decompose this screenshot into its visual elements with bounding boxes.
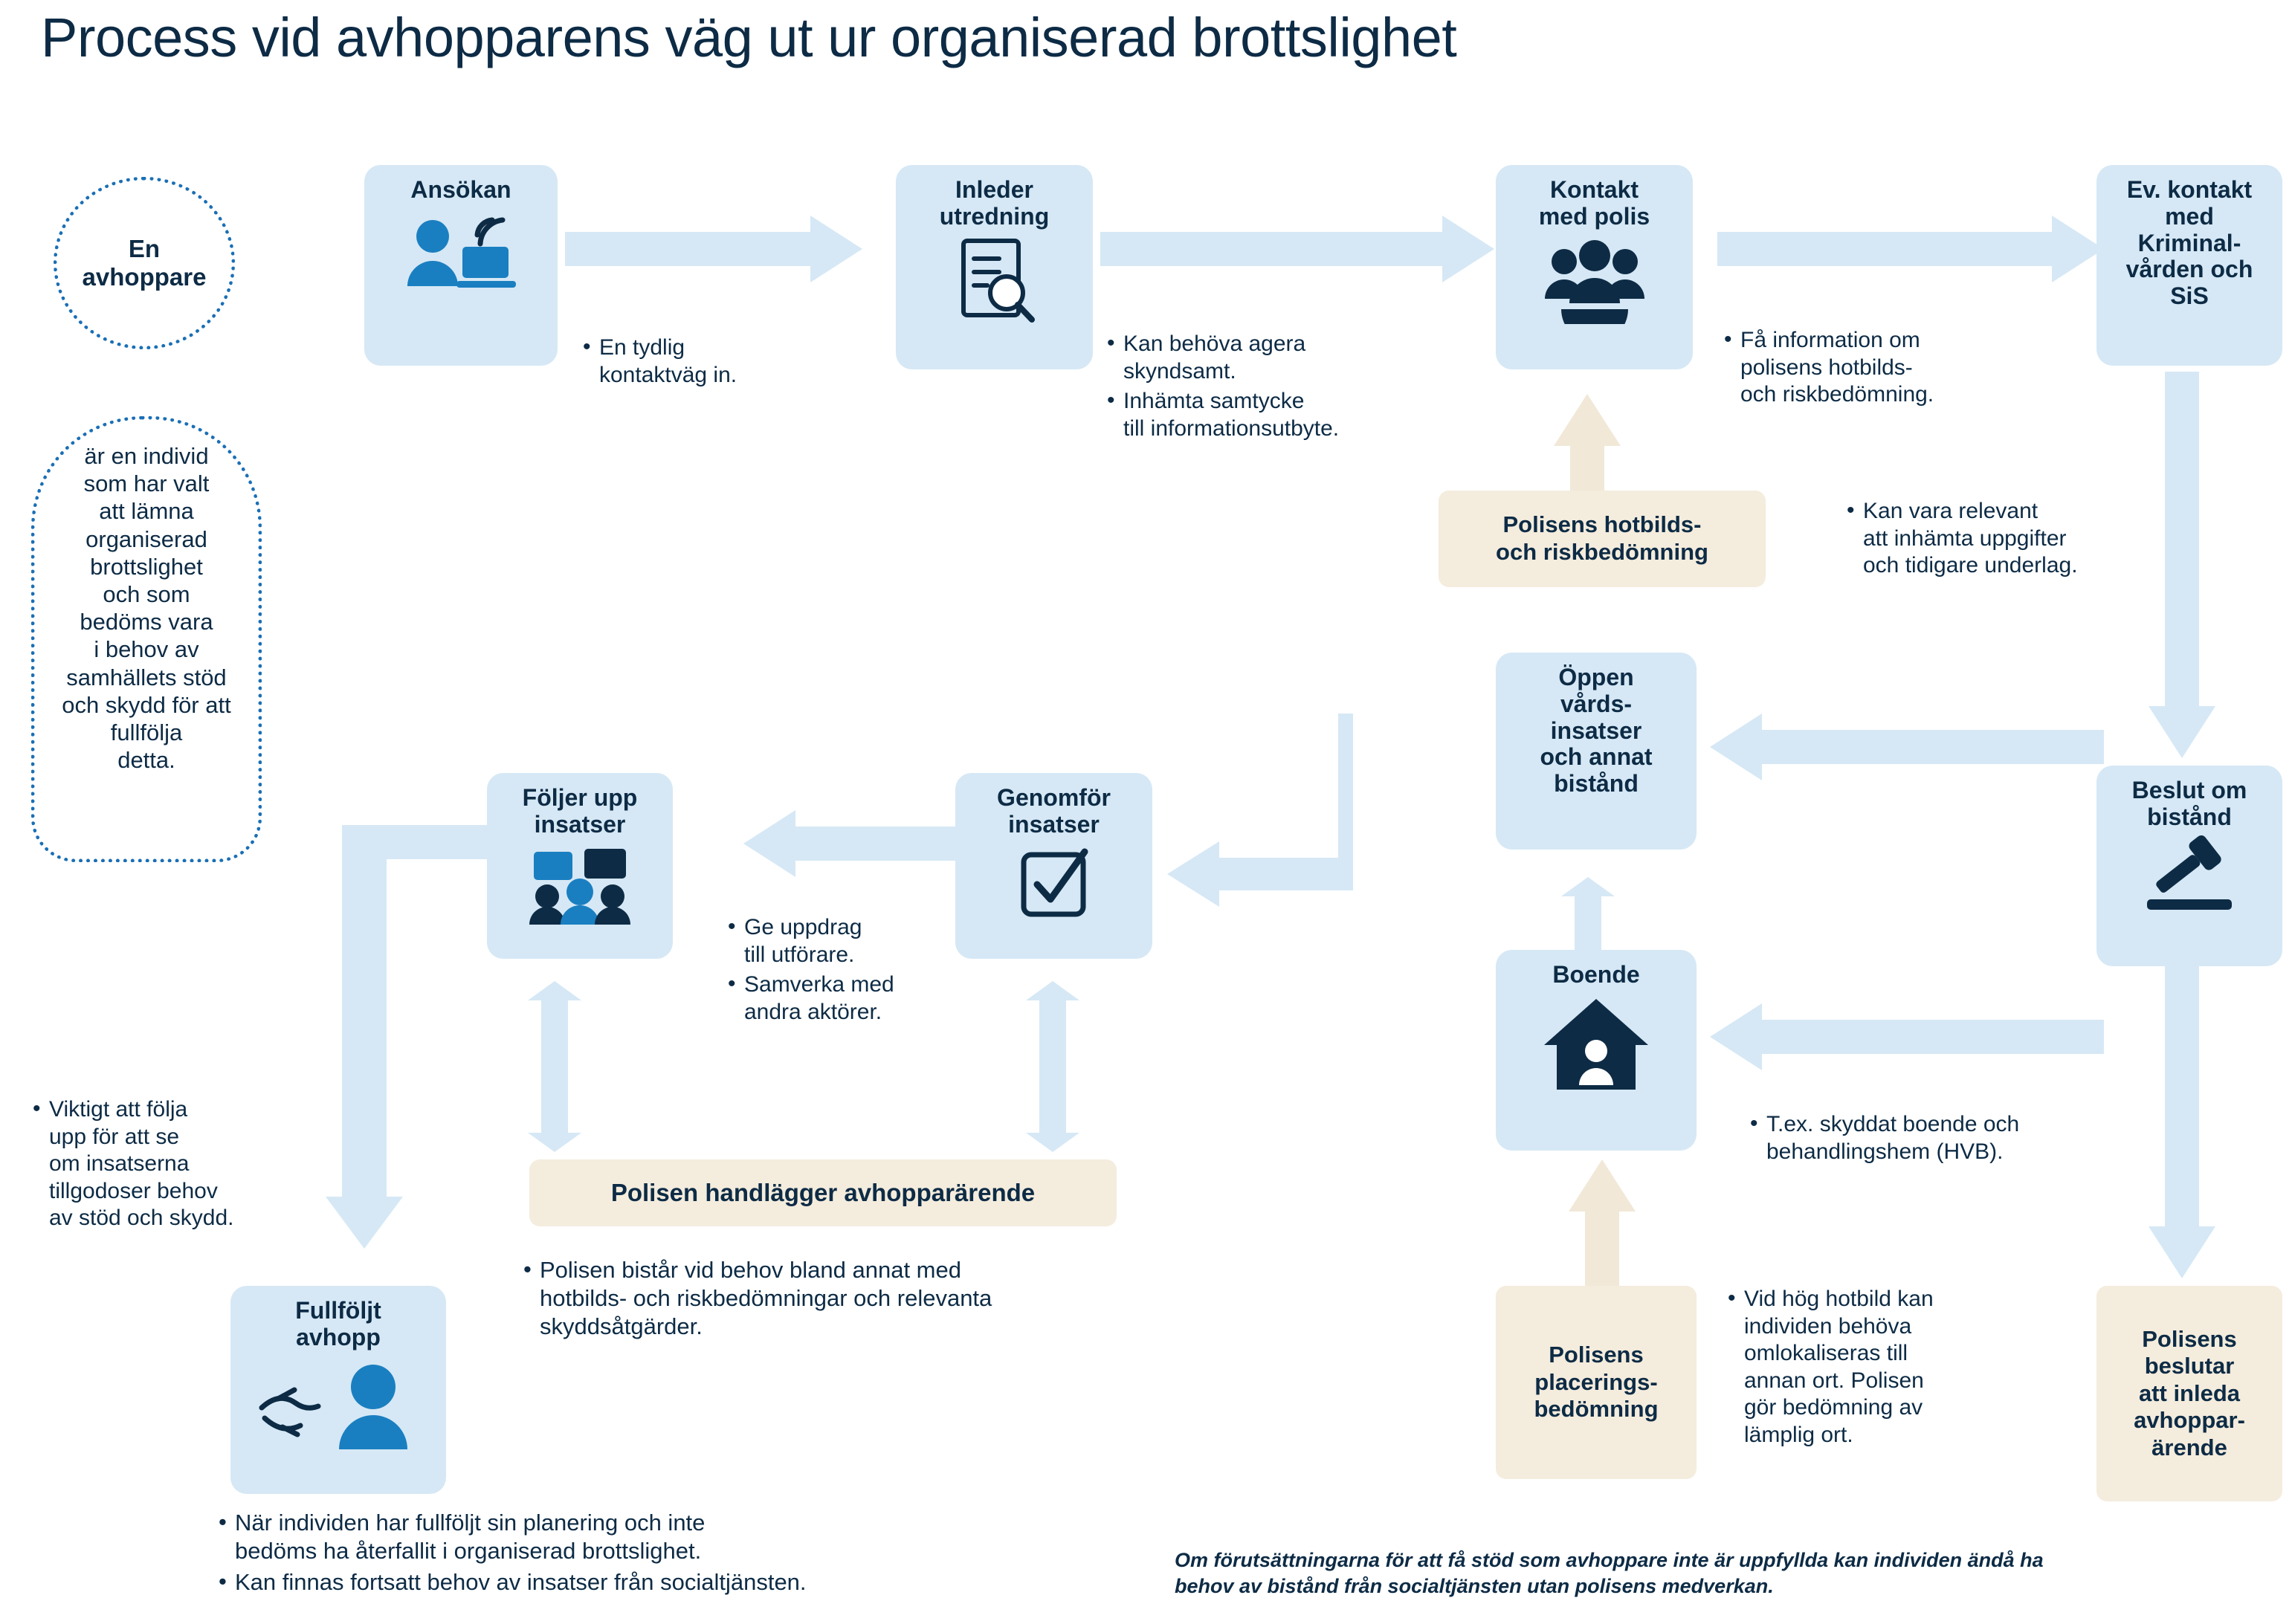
node-foljer-upp-insatser[interactable] [487,773,673,959]
arrow-beslut-to-oppenvard [1710,714,2104,780]
person-computer-icon [394,208,528,316]
bullet-item: • Polisen bistår vid behov bland annat med hotbilds- och riskbedömningar och relevanta skyddsåtgärder. [520,1256,1189,1340]
bullet-item: • Vid hög hotbild kan individen behöva omlokaliseras till annan ort. Polisen gör bedömning av lämplig ort. [1725,1286,2037,1449]
bullet-item: • Viktigt att följa upp för att se om insatserna tillgodoser behov av stöd och skydd. [30,1096,312,1232]
node-boende-label: Boende [1552,961,1640,988]
arrow-placering-to-boende [1569,1159,1636,1301]
node-kontakt-med-polis[interactable] [1496,165,1693,369]
arrow-oppenvard-to-genomfor [1167,714,1509,907]
arrow-foljerupp-to-fullfoljt [297,825,506,1271]
arrow-polis-to-kriminalvarden [1717,216,2104,282]
bullet-item: • Kan finnas fortsatt behov av insatser från socialtjänsten. [216,1568,1033,1596]
arrow-genomfor-double [1026,981,1079,1152]
bullet-item: • T.ex. skyddat boende och behandlingshem (HVB). [1747,1111,2119,1165]
arrow-genomfor-to-foljerupp [743,810,959,877]
bullet-item: • Kan behöva agera skyndsamt. [1104,331,1453,385]
node-genomfor-insatser[interactable] [955,773,1152,959]
node-ev-kontakt-label: Ev. kontakt med Kriminal- vården och SiS [2125,176,2253,310]
node-genomfor-insatser-label: Genomför insatser [997,784,1111,838]
bullets-uppfoljning [30,1096,312,1235]
bullet-item: • Inhämta samtycke till informationsutbyte. [1104,388,1453,442]
node-oppen-vardsinsatser-label: Öppen vårds- insatser och annat bistånd [1540,664,1653,798]
page-title: Process vid avhopparens väg ut ur organiserad brottslighet [41,7,1457,68]
bullets-kontaktvag [580,334,825,392]
persona-head: En avhoppare [54,177,235,349]
node-beslut-om-bistand-label: Beslut om bistånd [2131,777,2247,830]
bullets-polisinfo [1721,327,2033,412]
node-inleder-utredning-label: Inleder utredning [939,176,1050,230]
bullet-item: • Ge uppdrag till utförare. [725,914,970,968]
node-beslut-om-bistand[interactable] [2096,766,2282,966]
bullets-polisen-bistar [520,1256,1189,1343]
bullets-utredning [1104,331,1453,445]
document-search-icon [943,235,1047,335]
group-people-icon [1539,235,1650,328]
bullets-kriminalvard [1844,498,2171,583]
bullets-boende [1747,1111,2119,1168]
arrow-ansokan-to-utredning [565,216,862,282]
footnote: Om förutsättningarna för att få stöd som avhoppare inte är uppfyllda kan individen ändå ha behov av bistånd från socialtjänsten utan polisens medverkan. [1175,1549,2044,1598]
node-fullfoljt-avhopp-label: Fullföljt avhopp [295,1297,381,1350]
bullet-item: • Samverka med andra aktörer. [725,971,970,1026]
bullets-fullfoljt [216,1509,1033,1599]
arrow-beslut-to-polisen-beslutar [2149,966,2215,1278]
node-foljer-upp-insatser-label: Följer upp insatser [522,784,638,838]
arrow-foljerupp-double [528,981,581,1152]
tan-box-polisen-beslutar: Polisens beslutar att inleda avhoppar- ärende [2096,1286,2282,1501]
bullet-item: • En tydlig kontaktväg in. [580,334,825,389]
arrow-beslut-to-boende [1710,1003,2104,1070]
node-inleder-utredning[interactable] [896,165,1093,369]
tan-box-hotbildsbedomning: Polisens hotbilds- och riskbedömning [1439,491,1766,587]
bullet-item: • Få information om polisens hotbilds- och riskbedömning. [1721,327,2033,409]
persona-body: är en individ som har valt att lämna organiserad brottslighet och som bedöms vara i behov av samhällets stöd och skydd för att fullfölja detta. [31,416,262,862]
bullets-insatser [725,914,970,1029]
node-ansokan[interactable] [364,165,558,366]
node-ansokan-label: Ansökan [410,176,511,203]
node-kontakt-med-polis-label: Kontakt med polis [1538,176,1650,230]
node-fullfoljt-avhopp[interactable] [230,1286,446,1494]
house-person-icon [1540,993,1652,1101]
tan-box-placeringsbedomning: Polisens placerings- bedömning [1496,1286,1697,1479]
tan-box-handlagger: Polisen handlägger avhopparärende [529,1159,1117,1226]
handshake-person-icon [253,1356,424,1456]
bullet-item: • När individen har fullföljt sin planering och inte bedöms ha återfallit i organiserad brottslighet. [216,1509,1033,1565]
gavel-icon [2134,835,2245,921]
arrow-utredning-to-polis [1100,216,1494,282]
bullets-omlokalisering [1725,1286,2037,1452]
node-boende[interactable] [1496,950,1697,1151]
bullet-item: • Kan vara relevant att inhämta uppgifter och tidigare underlag. [1844,498,2171,580]
checkbox-icon [1013,843,1095,925]
people-speech-icon [520,843,639,928]
node-ev-kontakt-kriminalvarden[interactable] [2096,165,2282,366]
node-oppen-vardsinsatser[interactable] [1496,653,1697,850]
